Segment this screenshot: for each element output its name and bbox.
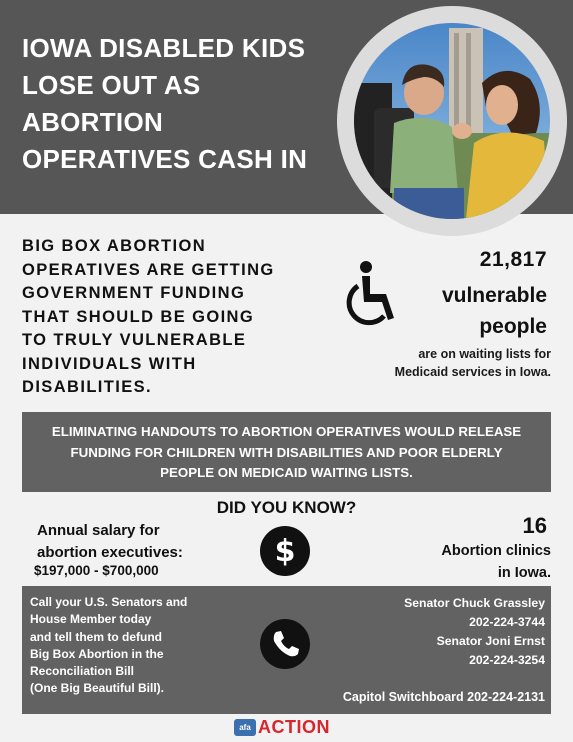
cta-text: Call your U.S. Senators and House Member today and tell them to defund Big Box Abortion in the Reconciliation Bill (One Big Beautiful Bill).: [30, 595, 188, 696]
logo-text: ACTION: [258, 716, 330, 737]
phone-icon: [260, 619, 310, 669]
clinic-label: Abortion clinics in Iowa.: [441, 543, 551, 581]
waiting-list-caption: are on waiting lists for Medicaid services in Iowa.: [394, 347, 551, 379]
banner-text: ELIMINATING HANDOUTS TO ABORTION OPERATIVES WOULD RELEASE FUNDING FOR CHILDREN WITH DISABILITIES AND POOR ELDERLY PEOPLE ON MEDICAID WAITING LISTS.: [51, 424, 522, 480]
senator-phone[interactable]: 202-224-3744: [469, 615, 545, 629]
afa-action-logo: [234, 716, 330, 738]
photo-boy-and-woman: [354, 23, 550, 219]
funding-banner: [22, 412, 551, 492]
did-you-know-heading: DID YOU KNOW?: [216, 498, 357, 517]
call-to-action-box: [22, 586, 551, 714]
senator-phone[interactable]: 202-224-3254: [469, 653, 545, 667]
salary-value: $197,000 - $700,000: [34, 563, 159, 578]
capitol-switchboard[interactable]: Capitol Switchboard 202-224-2131: [342, 690, 545, 704]
svg-text:$: $: [274, 534, 296, 569]
salary-label: Annual salary for abortion executives:: [37, 522, 183, 561]
vulnerable-label: vulnerable people: [441, 284, 547, 338]
header-band: [0, 0, 573, 214]
lede-text: BIG BOX ABORTION OPERATIVES ARE GETTING GOVERNMENT FUNDING THAT SHOULD BE GOING TO TRULY VULNERABLE INDIVIDUALS WITH DISABILITIES.: [22, 237, 275, 396]
senator-name: Senator Chuck Grassley: [404, 596, 545, 610]
vulnerable-count: 21,817: [479, 248, 547, 271]
headline: IOWA DISABLED KIDS LOSE OUT AS ABORTION OPERATIVES CASH IN: [22, 33, 308, 174]
senator-name: Senator Joni Ernst: [436, 634, 545, 648]
dollar-icon: [260, 526, 310, 576]
clinic-count: 16: [522, 513, 547, 538]
senator-contacts: [325, 594, 545, 670]
afa-badge: afa: [234, 719, 256, 736]
